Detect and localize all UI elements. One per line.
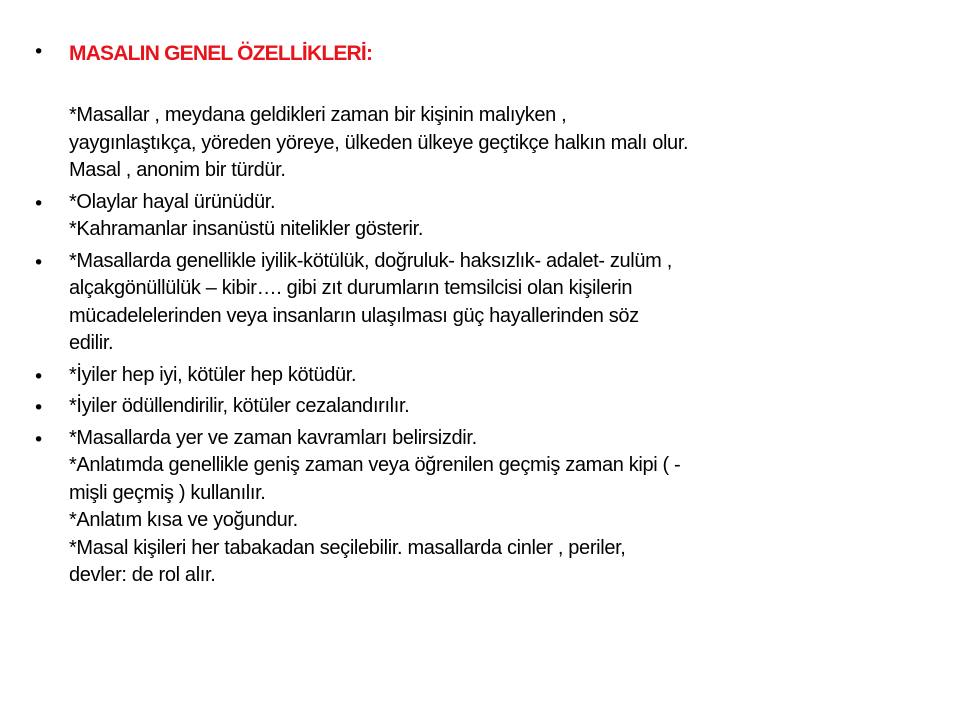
text-line: edilir. — [69, 332, 114, 354]
text-line: devler: de rol alır. — [69, 564, 216, 586]
bullet-icon: • — [33, 428, 45, 451]
list-item — [33, 425, 933, 590]
bullet-icon: • — [33, 41, 45, 63]
text-line: mücadelelerinden veya insanların ulaşılması güç hayallerinden söz — [69, 304, 639, 327]
text-line: alçakgönüllülük – kibir…. gibi zıt durumların temsilcisi olan kişilerin — [69, 277, 633, 299]
list-item — [33, 362, 933, 390]
list-item — [33, 248, 933, 358]
text-line: *Kahramanlar insanüstü nitelikler gösterir. — [69, 218, 424, 240]
bullet-icon: • — [33, 365, 45, 388]
bullet-icon: • — [33, 397, 45, 419]
text-line: *Masallarda yer ve zaman kavramları belirsizdir. — [69, 426, 477, 449]
text-line: *Masallarda genellikle iyilik-kötülük, doğruluk- haksızlık- adalet- zulüm , — [69, 249, 672, 272]
text-line: *Anlatımda genellikle geniş zaman veya öğrenilen geçmiş zaman kipi ( - — [69, 454, 681, 476]
bullet-icon: • — [33, 251, 45, 274]
text-line: *Olaylar hayal ürünüdür. — [69, 190, 276, 213]
list-item — [33, 393, 933, 421]
list-item — [33, 189, 933, 244]
text-line: Masal , anonim bir türdür. — [69, 159, 286, 181]
title-row — [33, 38, 933, 70]
text-line: yaygınlaştıkça, yöreden yöreye, ülkeden ülkeye geçtikçe halkın malı olur. — [69, 131, 689, 154]
slide-title: MASALIN GENEL ÖZELLİKLERİ: — [69, 42, 373, 65]
text-line: *Anlatım kısa ve yoğundur. — [69, 509, 298, 531]
text-line: *Masal kişileri her tabakadan seçilebilir. masallarda cinler , periler, — [69, 536, 626, 559]
text-line: mişli geçmiş ) kullanılır. — [69, 481, 266, 504]
text-line: *İyiler ödüllendirilir, kötüler cezalandırılır. — [69, 395, 410, 417]
bullet-list — [33, 102, 933, 590]
text-line: *İyiler hep iyi, kötüler hep kötüdür. — [69, 363, 357, 386]
list-item — [33, 102, 933, 185]
text-line: *Masallar , meydana geldikleri zaman bir kişinin malıyken , — [69, 104, 567, 126]
bullet-icon: • — [33, 192, 45, 215]
